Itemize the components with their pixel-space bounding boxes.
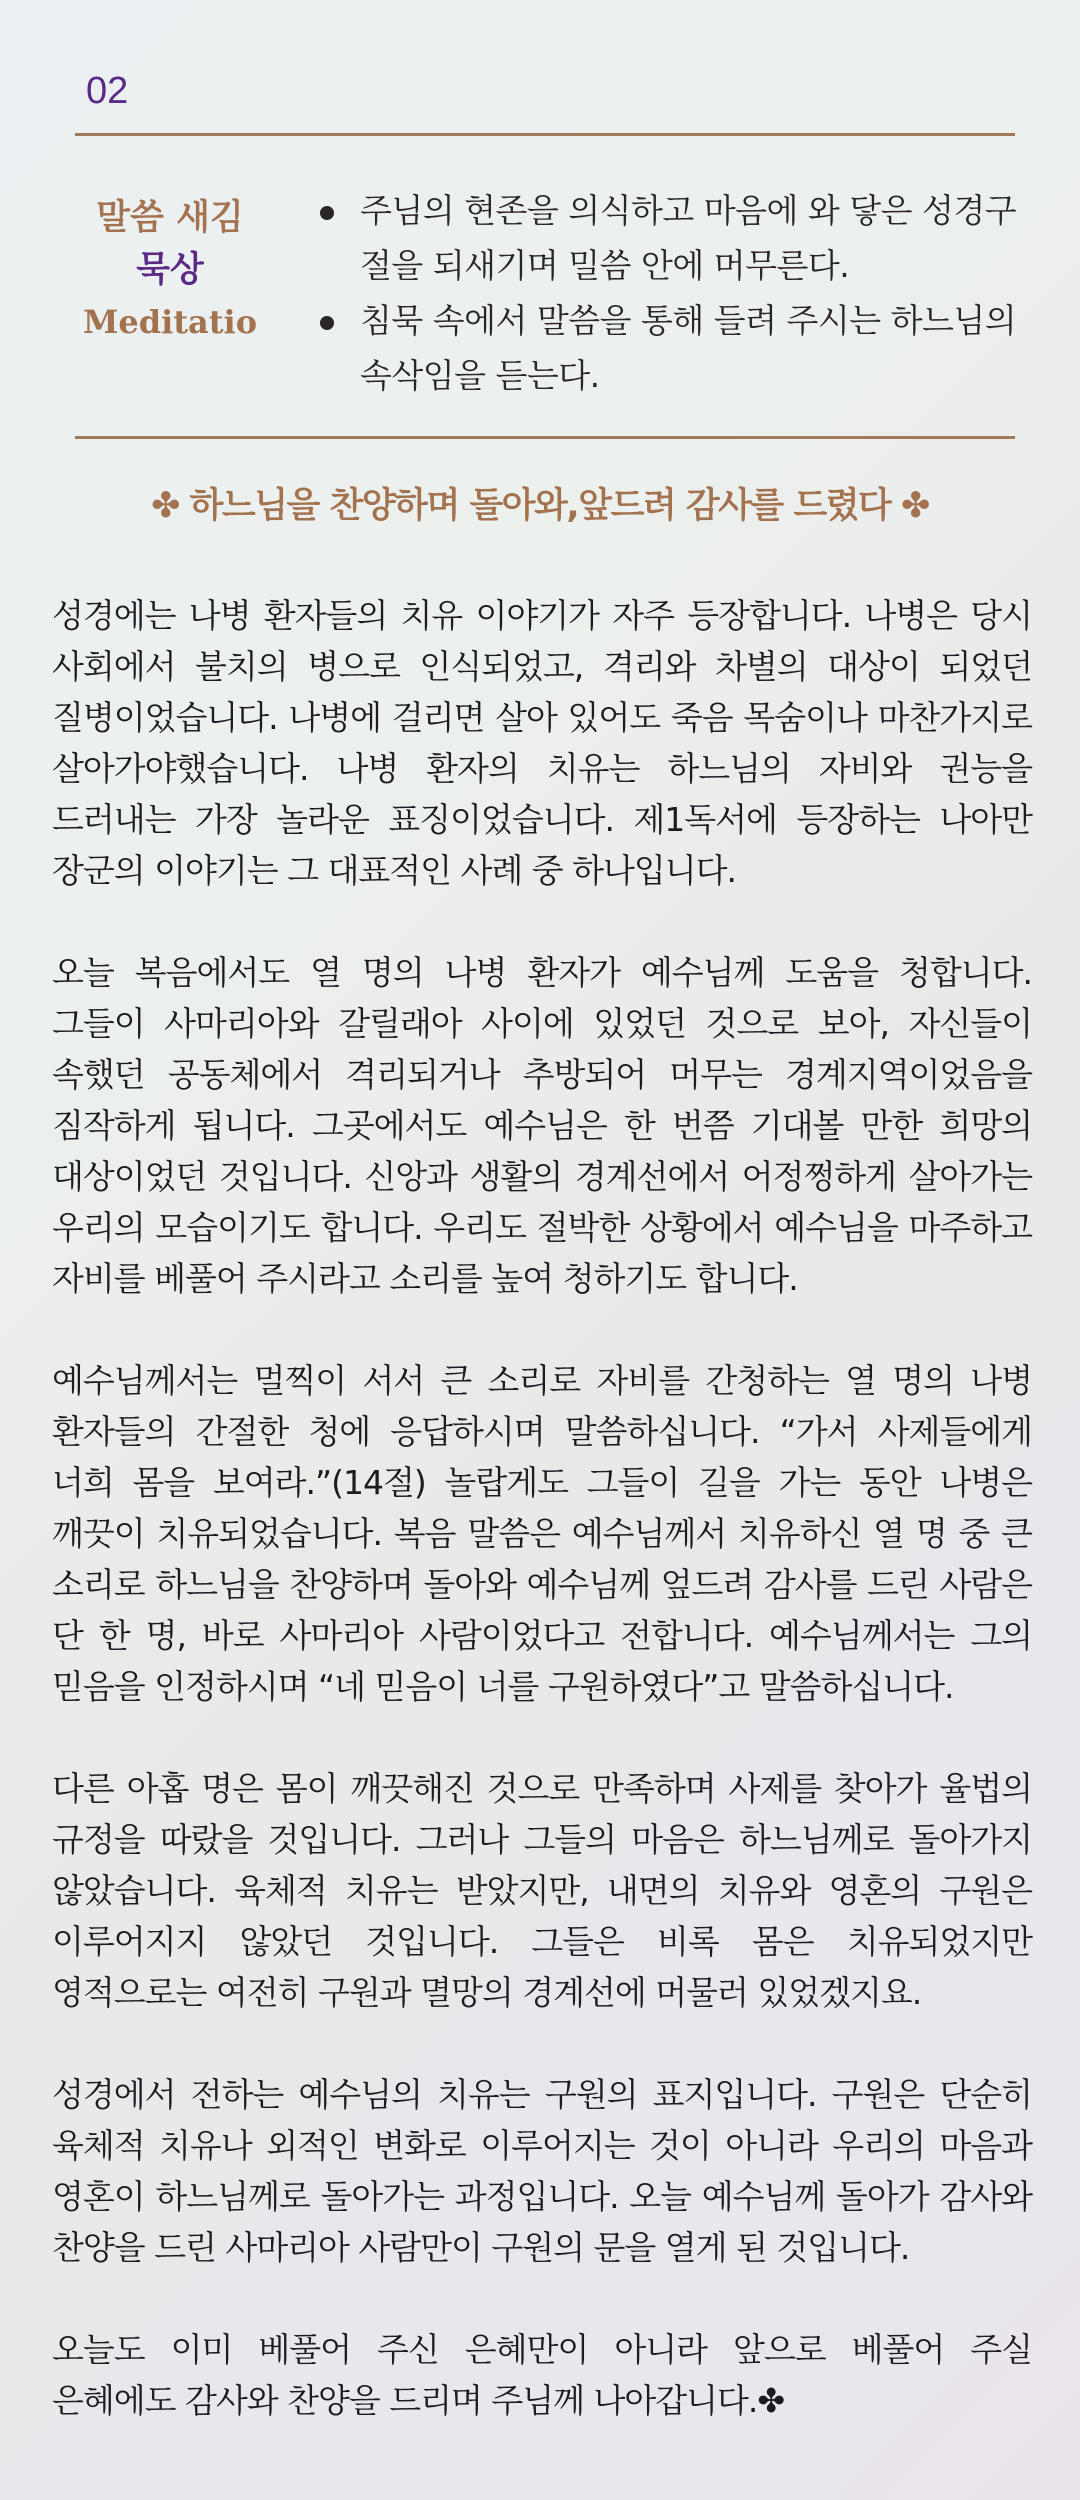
sidebar-label-line2: 묵상: [136, 250, 204, 290]
body-paragraph: 성경에는 나병 환자들의 치유 이야기가 자주 등장합니다. 나병은 당시 사회에서 불치의 병으로 인식되었고, 격리와 차별의 대상이 되었던 질병이었습니다. 나병에 걸리면 살아 있어도 죽음 목숨이나 마찬가지로 살아가야했습니다. 나병 환자의 치유는 하느님의 자비와 권능을 드러내는 가장 놀라운 표징이었습니다. 제1독서에 등장하는 나아만 장군의 이야기는 그 대표적인 사례 중 하나입니다.: [52, 596, 1032, 890]
sidebar-label: [70, 192, 270, 348]
bullet-item: [320, 293, 1020, 403]
bullet-text: 주님의 현존을 의식하고 마음에 와 닿은 성경구절을 되새기며 밀씀 안에 머무른다.: [360, 191, 1017, 285]
top-divider: [75, 133, 1015, 136]
guide-bullet-list: [320, 183, 1020, 403]
sidebar-label-line1: 말씀 새김: [96, 198, 244, 238]
body-paragraph: 다른 아홉 명은 몸이 깨끗해진 것으로 만족하며 사제를 찾아가 율법의 규정을 따랐을 것입니다. 그러나 그들의 마음은 하느님께로 돌아가지 않았습니다. 육체적 치유는 받았지만, 내면의 치유와 영혼의 구원은 이루어지지 않았던 것입니다. 그들은 비록 몸은 치유되었지만 영적으로는 여전히 구원과 멸망의 경계선에 머물러 있었겠지요.: [52, 1769, 1032, 2012]
sidebar-label-line3: Meditatio: [82, 303, 258, 341]
bullet-text: 침묵 속에서 말씀을 통해 들려 주시는 하느님의 속삭임을 듣는다.: [360, 301, 1017, 395]
body-paragraph: 예수님께서는 멀찍이 서서 큰 소리로 자비를 간청하는 열 명의 나병 환자들의 간절한 청에 응답하시며 말씀하십니다. “가서 사제들에게 너희 몸을 보여라.”(14절) 놀랍게도 그들이 길을 가는 동안 나병은 깨끗이 치유되었습니다. 복음 말씀은 예수님께서 치유하신 열 명 중 큰 소리로 하느님을 찬양하며 돌아와 예수님께 엎드려 감사를 드린 사람은 단 한 명, 바로 사마리아 사람이었다고 전합니다. 예수님께서는 그의 믿음을 인정하시며 “네 믿음이 너를 구원하였다”고 말씀하십니다.: [52, 1361, 1032, 1706]
reflection-subtitle: ✤ 하느님을 찬양하며 돌아와,앞드려 감사를 드렸다 ✤: [151, 486, 929, 526]
bullet-dot-icon: [320, 316, 334, 330]
body-paragraph: 오늘도 이미 베풀어 주신 은혜만이 아니라 앞으로 베풀어 주실 은혜에도 감사와 찬양을 드리며 주님께 나아갑니다.✤: [52, 2330, 1032, 2420]
body-paragraph: 오늘 복음에서도 열 명의 나병 환자가 예수님께 도움을 청합니다. 그들이 사마리아와 갈릴래아 사이에 있었던 것으로 보아, 자신들이 속했던 공동체에서 격리되거나 추방되어 머무는 경계지역이었음을 짐작하게 됩니다. 그곳에서도 예수님은 한 번쯤 기대볼 만한 희망의 대상이었던 것입니다. 신앙과 생활의 경계선에서 어정쩡하게 살아가는 우리의 모습이기도 합니다. 우리도 절박한 상황에서 예수님을 마주하고 자비를 베풀어 주시라고 소리를 높여 청하기도 합니다.: [52, 953, 1032, 1298]
reflection-body: [52, 590, 1032, 2477]
bullet-dot-icon: [320, 206, 334, 220]
bullet-item: [320, 183, 1020, 293]
middle-divider: [75, 436, 1015, 439]
body-paragraph: 성경에서 전하는 예수님의 치유는 구원의 표지입니다. 구원은 단순히 육체적 치유나 외적인 변화로 이루어지는 것이 아니라 우리의 마음과 영혼이 하느님께로 돌아가는 과정입니다. 오늘 예수님께 돌아가 감사와 찬양을 드린 사마리아 사람만이 구원의 문을 열게 된 것입니다.: [52, 2075, 1032, 2267]
page-number: 02: [86, 70, 129, 112]
